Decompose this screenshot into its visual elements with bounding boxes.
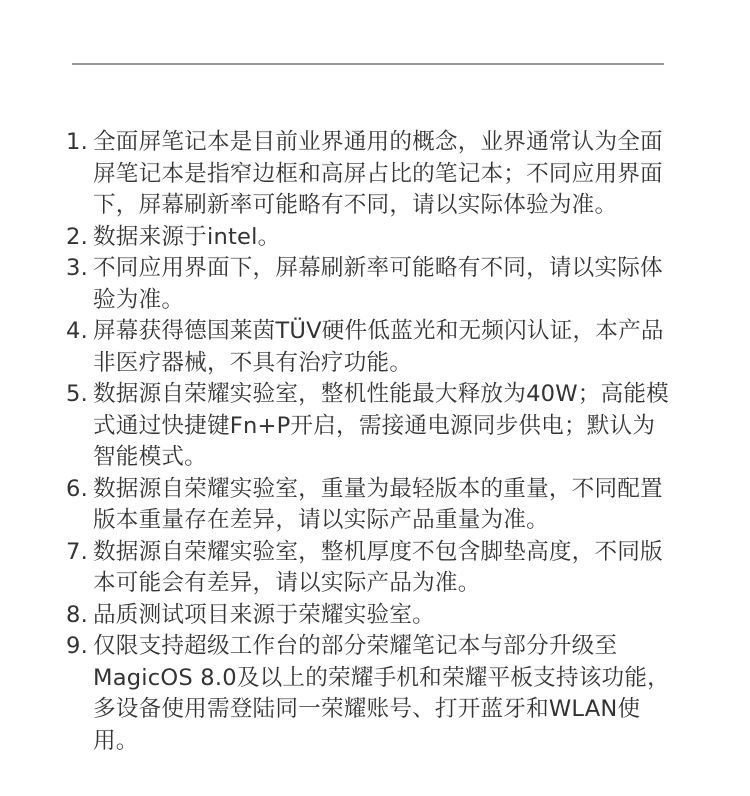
footnote-text: 仅限支持超级工作台的部分荣耀笔记本与部分升级至MagicOS 8.0及以上的荣耀手机和荣耀平板支持该功能，多设备使用需登陆同一荣耀账号、打开蓝牙和WLAN使用。	[93, 633, 670, 754]
footnote-text: 屏幕获得德国莱茵TÜV硬件低蓝光和无频闪认证，本产品非医疗器械，不具有治疗功能。	[93, 318, 664, 376]
footnote-item	[0, 537, 673, 600]
footnote-text: 品质测试项目来源于荣耀实验室。	[93, 601, 435, 628]
footnote-number: 7.	[66, 538, 88, 565]
footnote-number: 8.	[66, 601, 88, 628]
footnote-number: 4.	[66, 318, 88, 344]
footnote-item	[0, 631, 673, 757]
footnote-number: 6.	[66, 475, 88, 502]
footnote-item	[0, 222, 673, 254]
footnote-number: 2.	[66, 223, 88, 250]
footnote-text: 全面屏笔记本是目前业界通用的概念，业界通常认为全面屏笔记本是指窄边框和高屏占比的笔记本；不同应用界面下，屏幕刷新率可能略有不同，请以实际体验为准。	[93, 129, 663, 218]
footnote-text: 数据源自荣耀实验室，整机厚度不包含脚垫高度，不同版本可能会有差异，请以实际产品为准。	[93, 538, 663, 596]
footnote-number: 3.	[66, 255, 88, 281]
footnote-item	[0, 474, 673, 537]
top-divider	[72, 63, 664, 65]
footnote-number: 1.	[66, 129, 88, 155]
footnote-item	[0, 379, 673, 474]
footnote-item	[0, 600, 673, 632]
footnote-item	[0, 316, 673, 379]
footnote-text: 数据源自荣耀实验室，重量为最轻版本的重量，不同配置版本重量存在差异，请以实际产品重量为准。	[93, 475, 663, 533]
footnote-item	[0, 253, 673, 316]
footnote-number: 5.	[66, 381, 88, 407]
footnote-text: 数据来源于intel。	[93, 223, 281, 250]
footnote-text: 数据源自荣耀实验室，整机性能最大释放为40W；高能模式通过快捷键Fn+P开启，需接通电源同步供电；默认为智能模式。	[93, 381, 669, 470]
footnote-number: 9.	[66, 633, 88, 659]
footnote-list	[0, 127, 750, 757]
footnote-text: 不同应用界面下，屏幕刷新率可能略有不同，请以实际体验为准。	[93, 255, 663, 313]
footnote-item	[0, 127, 673, 222]
